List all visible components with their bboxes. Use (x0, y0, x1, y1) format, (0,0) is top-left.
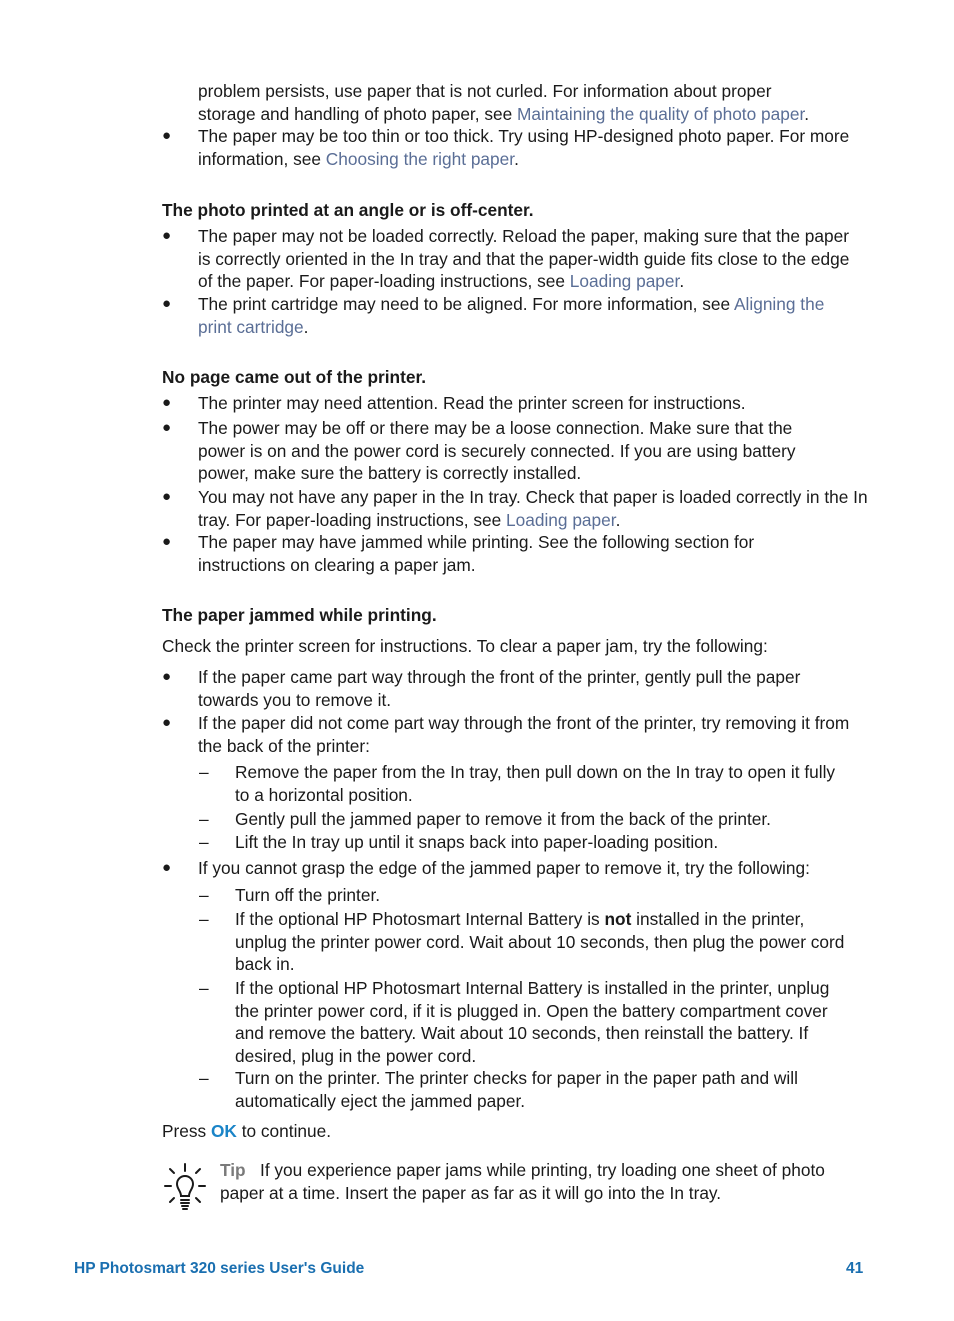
section-heading-no-page: No page came out of the printer. (162, 367, 427, 387)
list-item: The paper may not be loaded correctly. Reload the paper, making sure that the paper is correctly oriented in the In tray and that the paper-width guide fits close to the edge of the paper. For paper-loading instructions, see Loading paper. (198, 226, 850, 292)
press-ok-paragraph: Press OK to continue. (162, 1121, 332, 1141)
sub-list-item: Lift the In tray up until it snaps back into paper-loading position. (235, 832, 719, 852)
list-item: The paper may be too thin or too thick. Try using HP-designed photo paper. For more information, see Choosing the right paper. (198, 126, 850, 169)
bullet-marker: ● (162, 227, 172, 244)
dash-marker: – (199, 885, 209, 905)
dash-marker: – (199, 762, 209, 782)
section-heading-angle: The photo printed at an angle or is off-center. (162, 200, 534, 220)
list-item: The power may be off or there may be a loose connection. Make sure that the power is on and the power cord is securely connected. If you are using battery power, make sure the battery is correctly installed. (198, 418, 796, 484)
sub-list-item: If the optional HP Photosmart Internal Battery is not installed in the printer, unplug the printer power cord. Wait about 10 seconds, then plug the power cord back in. (235, 909, 845, 975)
list-item: If the paper came part way through the front of the printer, gently pull the paper towards you to remove it. (198, 667, 801, 710)
section-heading-jammed: The paper jammed while printing. (162, 605, 437, 625)
bullet-marker: ● (162, 419, 172, 436)
page-number: 41 (846, 1260, 864, 1277)
link-aligning-print-cartridge[interactable]: Aligning the print cartridge (198, 294, 825, 337)
list-item: The printer may need attention. Read the printer screen for instructions. (198, 393, 746, 413)
bullet-marker: ● (162, 859, 172, 876)
dash-marker: – (199, 978, 209, 998)
bullet-marker: ● (162, 394, 172, 411)
ok-button-reference: OK (210, 1121, 237, 1141)
tip-text: If you experience paper jams while printing, try loading one sheet of photo paper at a time. Insert the paper as far as it will go into the In tray. (220, 1160, 825, 1203)
bullet-marker: ● (162, 668, 172, 685)
list-item: The paper may have jammed while printing. See the following section for instructions on clearing a paper jam. (198, 532, 755, 575)
dash-marker: – (199, 1068, 209, 1088)
list-item: You may not have any paper in the In tray. Check that paper is loaded correctly in the In tray. For paper-loading instructions, see Loading paper. (198, 487, 868, 530)
tip-label: Tip (220, 1160, 246, 1180)
dash-marker: – (199, 809, 209, 829)
intro-line-2: storage and handling of photo paper, see Maintaining the quality of photo paper. (198, 103, 810, 124)
bullet-marker: ● (162, 533, 172, 550)
intro-paragraph (198, 80, 868, 125)
link-choosing-right-paper[interactable]: Choosing the right paper (325, 148, 515, 169)
sub-list-item: Turn off the printer. (235, 885, 381, 905)
sub-list-item: Gently pull the jammed paper to remove it from the back of the printer. (235, 809, 771, 829)
bullet-marker: ● (162, 488, 172, 505)
list-item: If you cannot grasp the edge of the jammed paper to remove it, try the following: (198, 858, 810, 878)
footer-guide-title: HP Photosmart 320 series User's Guide (74, 1260, 365, 1277)
dash-marker: – (199, 909, 209, 929)
list-item: The print cartridge may need to be aligned. For more information, see Aligning the print cartridge. (198, 294, 825, 337)
section-intro: Check the printer screen for instructions. To clear a paper jam, try the following: (162, 636, 768, 656)
lightbulb-icon (162, 1160, 210, 1216)
bullet-marker: ● (162, 714, 172, 731)
list-item: If the paper did not come part way through the front of the printer, try removing it from the back of the printer: (198, 713, 850, 756)
bullet-marker: ● (162, 295, 172, 312)
sub-list-item: If the optional HP Photosmart Internal Battery is installed in the printer, unplug the printer power cord, if it is plugged in. Open the battery compartment cover and remove the battery. Wait about 10 seconds, then reinstall the battery. If desired, plug in the power cord. (235, 978, 830, 1066)
link-loading-paper[interactable]: Loading paper (569, 271, 680, 292)
dash-marker: – (199, 832, 209, 852)
sub-list-item: Turn on the printer. The printer checks for paper in the paper path and will automatically eject the jammed paper. (235, 1068, 798, 1111)
link-maintaining-photo-paper[interactable]: Maintaining the quality of photo paper (517, 103, 805, 124)
bullet-marker: ● (162, 127, 172, 144)
sub-list-item: Remove the paper from the In tray, then pull down on the In tray to open it fully to a horizontal position. (235, 762, 836, 805)
link-loading-paper-2[interactable]: Loading paper (506, 509, 616, 530)
tip-note (220, 1159, 860, 1204)
intro-line-1: problem persists, use paper that is not curled. For information about proper (198, 81, 772, 101)
